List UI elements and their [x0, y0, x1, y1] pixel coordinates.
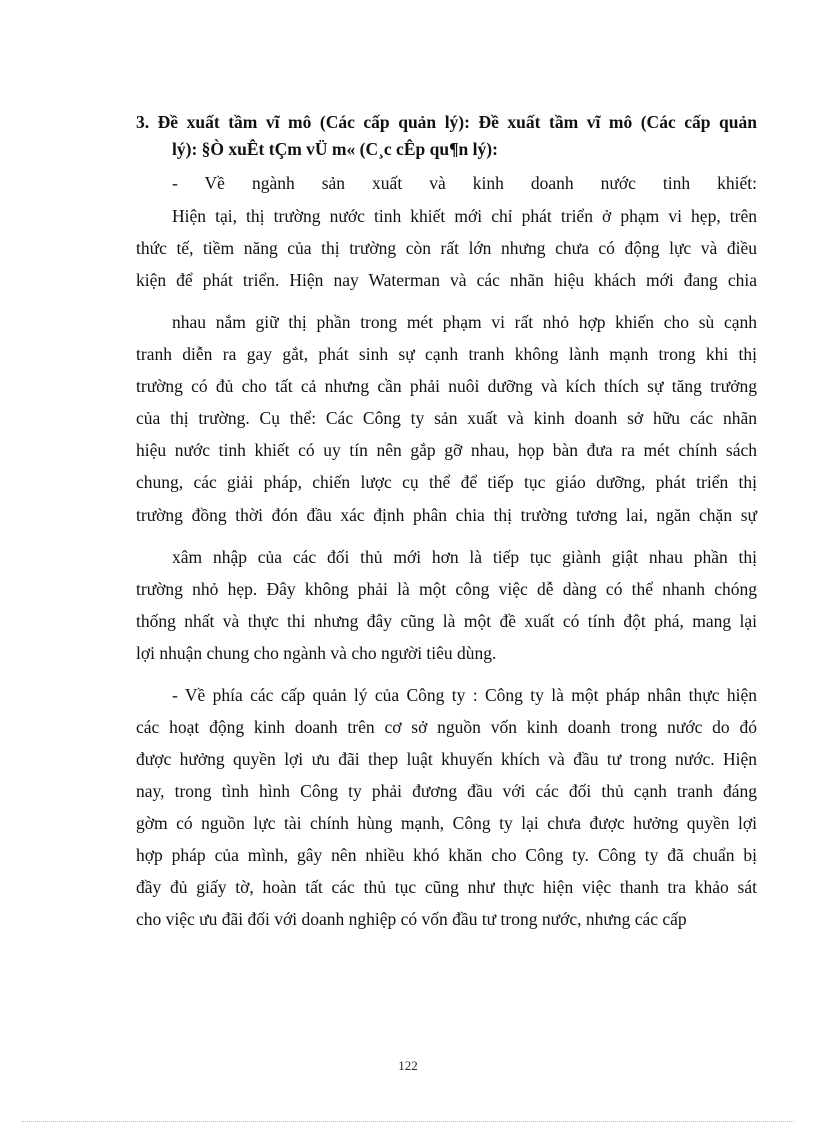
- paragraph-line: nay, trong tình hình Công ty phải đương đầu với các đối thủ cạnh tranh đáng: [136, 781, 757, 801]
- paragraph-line: gờm có nguồn lực tài chính hùng mạnh, Công ty lại chưa được hưởng quyền lợi: [136, 813, 757, 833]
- paragraph-line: các hoạt động kinh doanh trên cơ sở nguồn vốn kinh doanh trong nước do đó: [136, 717, 757, 737]
- paragraph-line: lợi nhuận chung cho ngành và cho người tiêu dùng.: [136, 643, 497, 663]
- paragraph-line: trường đồng thời đón đầu xác định phân chia thị trường tương lai, ngăn chặn sự: [136, 505, 757, 525]
- paragraph-line: tranh diễn ra gay gắt, phát sinh sự cạnh tranh không lành mạnh trong khi thị: [136, 344, 757, 364]
- paragraph-line: Hiện tại, thị trường nước tinh khiết mới chỉ phát triển ở phạm vi hẹp, trên: [172, 206, 757, 226]
- paragraph-line: xâm nhập của các đối thủ mới hơn là tiếp tục giành giật nhau phần thị: [172, 547, 757, 567]
- paragraph-line: - Về ngành sản xuất và kinh doanh nước tinh khiết:: [172, 173, 757, 193]
- section-heading-continuation: lý): §Ò xuÊt tÇm vÜ m« (C¸c cÊp qu¶n lý):: [172, 139, 498, 159]
- paragraph-line: thức tế, tiềm năng của thị trường còn rất lớn nhưng chưa có động lực và điều: [136, 238, 757, 258]
- paragraph-line: trường nhỏ hẹp. Đây không phải là một công việc dễ dàng có thể nhanh chóng: [136, 579, 757, 599]
- paragraph-line: được hưởng quyền lợi ưu đãi thep luật khuyến khích và đầu tư trong nước. Hiện: [136, 749, 757, 769]
- paragraph-line: của thị trường. Cụ thể: Các Công ty sản xuất và kinh doanh sở hữu các nhãn: [136, 408, 757, 428]
- paragraph-line: kiện để phát triển. Hiện nay Waterman và các nhãn hiệu khách mới đang chia: [136, 270, 757, 290]
- page-number: 122: [398, 1058, 418, 1073]
- page-bottom-divider: [22, 1121, 794, 1122]
- paragraph-line: - Về phía các cấp quản lý của Công ty : Công ty là một pháp nhân thực hiện: [172, 685, 757, 705]
- paragraph-line: đầy đủ giấy tờ, hoàn tất các thủ tục cũng như thực hiện việc thanh tra khảo sát: [136, 877, 757, 897]
- paragraph-line: nhau nắm giữ thị phần trong mét phạm vi rất nhỏ hợp khiến cho sù cạnh: [172, 312, 757, 332]
- paragraph-line: hiệu nước tinh khiết có uy tín nên gắp gỡ nhau, họp bàn đưa ra mét chính sách: [136, 440, 757, 460]
- paragraph-line: hợp pháp của mình, gây nên nhiều khó khăn cho Công ty. Công ty đã chuẩn bị: [136, 845, 757, 865]
- section-heading: 3. Đề xuất tầm vĩ mô (Các cấp quản lý): Đề xuất tầm vĩ mô (Các cấp quản: [136, 112, 757, 132]
- paragraph-line: thống nhất và thực thi nhưng đây cũng là một đề xuất có tính đột phá, mang lại: [136, 611, 757, 631]
- paragraph-line: chung, các giải pháp, chiến lược cụ thể để tiếp tục giáo dưỡng, phát triển thị: [136, 472, 757, 492]
- paragraph-line: trường có đủ cho tất cả nhưng cần phải nuôi dưỡng và kích thích sự tăng trưởng: [136, 376, 757, 396]
- paragraph-line: cho việc ưu đãi đối với doanh nghiệp có vốn đầu tư trong nước, nhưng các cấp: [136, 909, 687, 929]
